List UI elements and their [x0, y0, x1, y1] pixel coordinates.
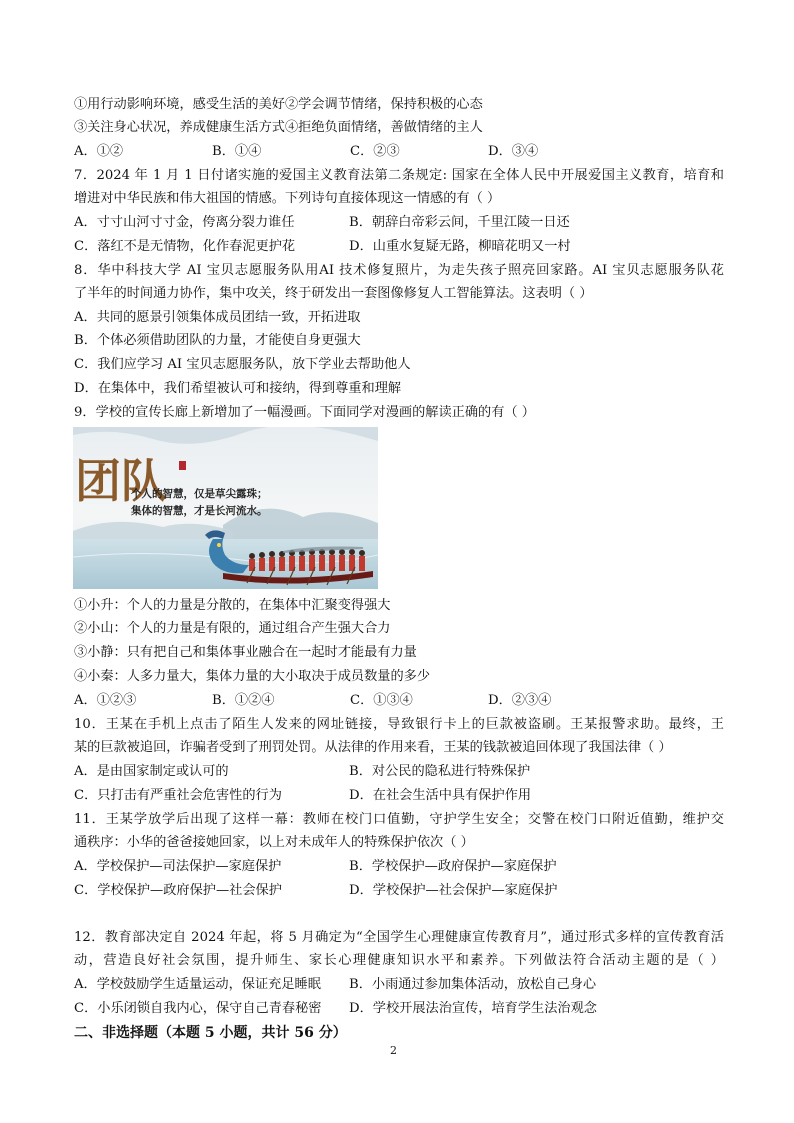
q8-option-c[interactable]: C．我们应学习 AI 宝贝志愿服务队，放下学业去帮助他人	[74, 357, 411, 372]
q9-options	[74, 692, 626, 710]
q8-stem-line-2: 了半年的时间通力协作，集中攻关，终于研发出一套图像修复人工智能算法。这表明（ ）	[74, 286, 593, 301]
q6-options	[74, 143, 626, 161]
q9-option-a[interactable]: A．①②③	[74, 693, 137, 708]
poster-line-2: 集体的智慧，才是长河流水。	[131, 505, 268, 517]
q6-option-d[interactable]: D．③④	[488, 144, 539, 159]
team-poster-illustration	[73, 427, 378, 589]
q6-statement-1: ①用行动影响环境，感受生活的美好②学会调节情绪，保持积极的心态	[74, 97, 483, 112]
q12-option-c[interactable]: C．小乐闭锁自我内心，保守自己青春秘密	[74, 1001, 322, 1016]
q11-stem-line-2: 通秩序：小华的爸爸接她回家，以上对未成年人的特殊保护依次（ ）	[74, 835, 474, 850]
q7-option-b[interactable]: B．朝辞白帝彩云间，千里江陵一日还	[349, 215, 570, 230]
q9-statement-1: ①小升：个人的力量是分散的，在集体中汇聚变得强大	[74, 598, 391, 613]
q6-option-a[interactable]: A．①②	[74, 144, 124, 159]
q7-option-a[interactable]: A．寸寸山河寸寸金，侉离分裂力谁任	[74, 215, 295, 230]
q9-option-d[interactable]: D．②③④	[488, 693, 552, 708]
q8-option-d[interactable]: D．在集体中，我们希望被认可和接纳，得到尊重和理解	[74, 381, 402, 396]
q10-options-row-1	[74, 763, 624, 781]
q7-option-c[interactable]: C．落红不是无情物，化作春泥更护花	[74, 239, 296, 254]
q6-statement-2: ③关注身心状况，养成健康生活方式④拒绝负面情绪，善做情绪的主人	[74, 120, 483, 135]
q9-option-b[interactable]: B．①②④	[212, 693, 275, 708]
q9-option-c[interactable]: C．①③④	[350, 693, 413, 708]
q7-option-d[interactable]: D．山重水复疑无路，柳暗花明又一村	[349, 239, 571, 254]
page-number: 2	[390, 1044, 397, 1057]
q7-options-row-2	[74, 238, 624, 256]
q11-option-b[interactable]: B．学校保护—政府保护—家庭保护	[349, 859, 557, 874]
q10-option-a[interactable]: A．是由国家制定或认可的	[74, 764, 229, 779]
q8-option-a[interactable]: A．共同的愿景引领集体成员团结一致，开拓进取	[74, 310, 361, 325]
q9-statement-3: ③小静：只有把自己和集体事业融合在一起时才能最有力量	[74, 645, 417, 660]
q12-options-row-1	[74, 976, 624, 994]
team-poster-image	[73, 427, 378, 589]
section-2-heading: 二、非选择题（本题 5 小题，共计 56 分）	[74, 1025, 347, 1041]
q10-stem-line-1: 10．王某在手机上点击了陌生人发来的网址链接，导致银行卡上的巨款被盗刷。王某报警求助。最终，王	[74, 717, 724, 732]
q8-option-b[interactable]: B．个体必须借助团队的力量，才能使自身更强大	[74, 333, 361, 348]
q11-option-d[interactable]: D．学校保护—社会保护—家庭保护	[349, 883, 558, 898]
poster-title: 团队	[75, 454, 167, 508]
q9-statement-2: ②小山：个人的力量是有限的，通过组合产生强大合力	[74, 621, 391, 636]
q11-stem-line-1: 11．王某学放学后出现了这样一幕：教师在校门口值勤，守护学生安全；交警在校门口附近值勤，维护交	[74, 812, 724, 827]
q9-statement-4: ④小秦：人多力量大，集体力量的大小取决于成员数量的多少	[74, 669, 431, 684]
poster-line-1: 个人的智慧，仅是草尖露珠；	[131, 488, 268, 500]
q10-stem-line-2: 某的巨款被追回，诈骗者受到了刑罚处罚。从法律的作用来看，王某的钱款被追回体现了我国法律（ ）	[74, 740, 672, 755]
q12-option-b[interactable]: B．小雨通过参加集体活动，放松自己身心	[349, 977, 597, 992]
q12-options-row-2	[74, 1000, 624, 1018]
q12-option-a[interactable]: A．学校鼓励学生适量运动，保证充足睡眠	[74, 977, 321, 992]
q12-option-d[interactable]: D．学校开展法治宣传，培育学生法治观念	[349, 1001, 597, 1016]
q6-option-b[interactable]: B．①④	[212, 144, 262, 159]
q10-option-d[interactable]: D．在社会生活中具有保护作用	[349, 788, 532, 803]
q9-stem: 9．学校的宣传长廊上新增加了一幅漫画。下面同学对漫画的解读正确的有（ ）	[74, 405, 535, 420]
q10-options-row-2	[74, 787, 624, 805]
q11-options-row-1	[74, 858, 624, 876]
q12-stem-line-1: 12．教育部决定自 2024 年起，将 5 月确定为“全国学生心理健康宣传教育月”，通过形式多样的宣传教育活	[74, 930, 724, 945]
q12-stem-line-2: 动，营造良好社会氛围，提升师生、家长心理健康知识水平和素养。下列做法符合活动主题的是（ ）	[74, 953, 724, 968]
q7-stem-line-1: 7．2024 年 1 月 1 日付诸实施的爱国主义教育法第二条规定: 国家在全体人民中开展爱国主义教育，培育和	[74, 168, 724, 183]
q7-options-row-1	[74, 214, 624, 232]
q7-stem-line-2: 增进对中华民族和伟大祖国的情感。下列诗句直接体现这一情感的有（ ）	[74, 191, 501, 206]
q11-options-row-2	[74, 882, 624, 900]
q10-option-b[interactable]: B．对公民的隐私进行特殊保护	[349, 764, 531, 779]
q8-stem-line-1: 8．华中科技大学 AI 宝贝志愿服务队用AI 技术修复照片，为走失孩子照亮回家路。AI 宝贝志愿服务队花	[74, 263, 724, 278]
q11-option-c[interactable]: C．学校保护—政府保护—社会保护	[74, 883, 282, 898]
q11-option-a[interactable]: A．学校保护—司法保护—家庭保护	[74, 859, 282, 874]
q10-option-c[interactable]: C．只打击有严重社会危害性的行为	[74, 788, 282, 803]
q6-option-c[interactable]: C．②③	[350, 144, 400, 159]
